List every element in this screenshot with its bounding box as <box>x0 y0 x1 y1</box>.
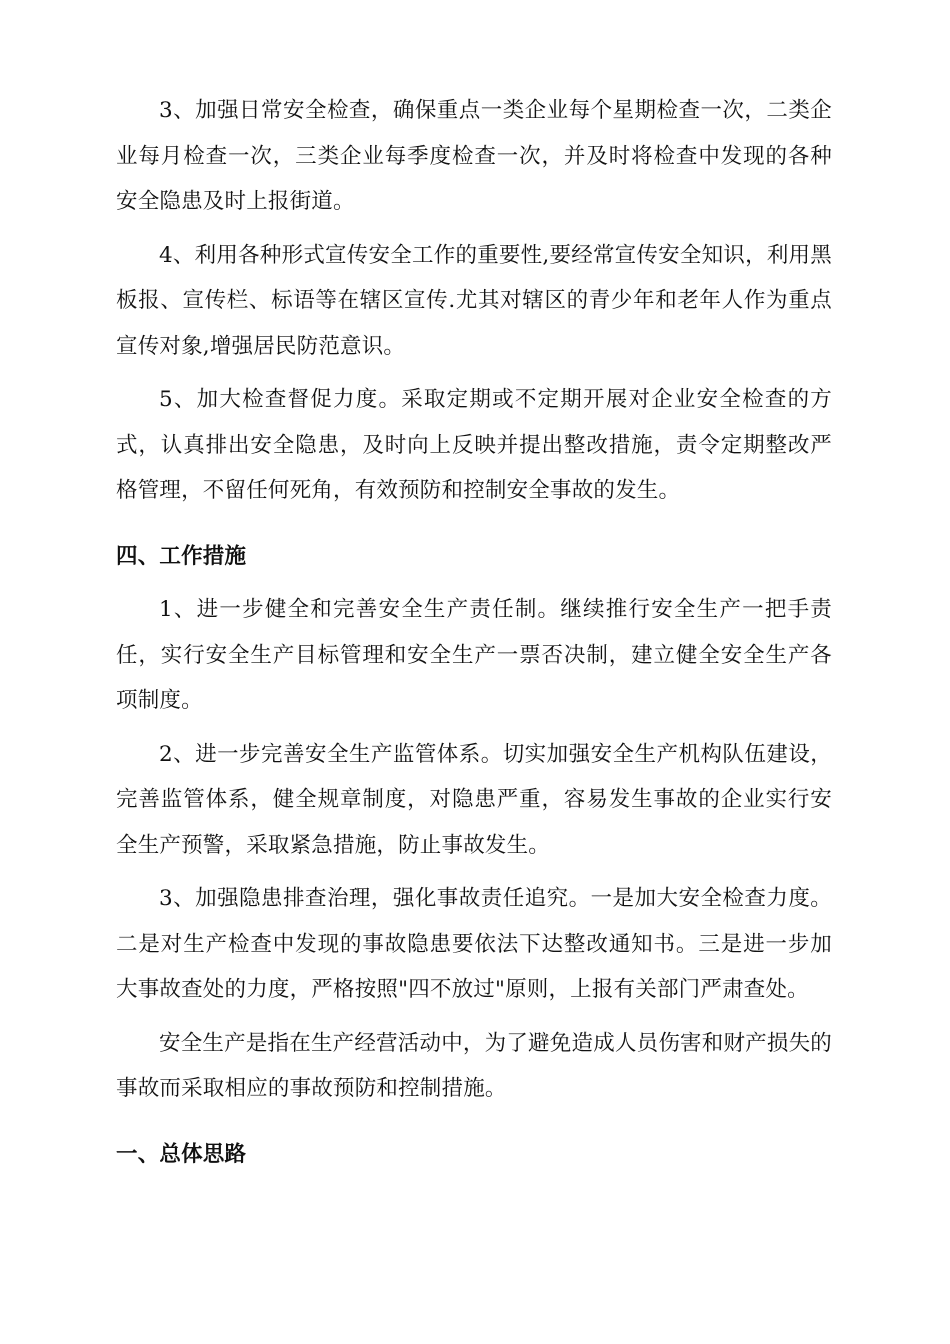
paragraph-publicity: 4、利用各种形式宣传安全工作的重要性,要经常宣传安全知识，利用黑板报、宣传栏、标语等在辖区宣传.尤其对辖区的青少年和老年人作为重点宣传对象,增强居民防范意识。 <box>116 242 832 359</box>
paragraph-supervision: 5、加大检查督促力度。采取定期或不定期开展对企业安全检查的方式，认真排出安全隐患，及时向上反映并提出整改措施，责令定期整改严格管理，不留任何死角，有效预防和控制安全事故的发生。 <box>116 387 832 503</box>
paragraph-oversight-system: 2、进一步完善安全生产监管体系。切实加强安全生产机构队伍建设，完善监管体系，健全规章制度，对隐患严重，容易发生事故的企业实行安全生产预警，采取紧急措施，防止事故发生。 <box>116 741 832 858</box>
section-heading-measures: 四、工作措施 <box>116 543 247 569</box>
paragraph-inspection: 3、加强日常安全检查，确保重点一类企业每个星期检查一次，二类企业每月检查一次，三类企业每季度检查一次，并及时将检查中发现的各种安全隐患及时上报街道。 <box>116 98 832 214</box>
paragraph-hazard-investigation: 3、加强隐患排查治理，强化事故责任追究。一是加大安全检查力度。二是对生产检查中发现的事故隐患要依法下达整改通知书。三是进一步加大事故查处的力度，严格按照"四不放过"原则，上报有关部门严肃查处。 <box>116 886 832 1002</box>
document-body <box>116 88 832 1177</box>
paragraph-responsibility: 1、进一步健全和完善安全生产责任制。继续推行安全生产一把手责任，实行安全生产目标管理和安全生产一票否决制，建立健全安全生产各项制度。 <box>116 597 832 713</box>
paragraph-safety-definition: 安全生产是指在生产经营活动中，为了避免造成人员伤害和财产损失的事故而采取相应的事故预防和控制措施。 <box>116 1030 832 1101</box>
section-heading-overall: 一、总体思路 <box>116 1141 247 1167</box>
